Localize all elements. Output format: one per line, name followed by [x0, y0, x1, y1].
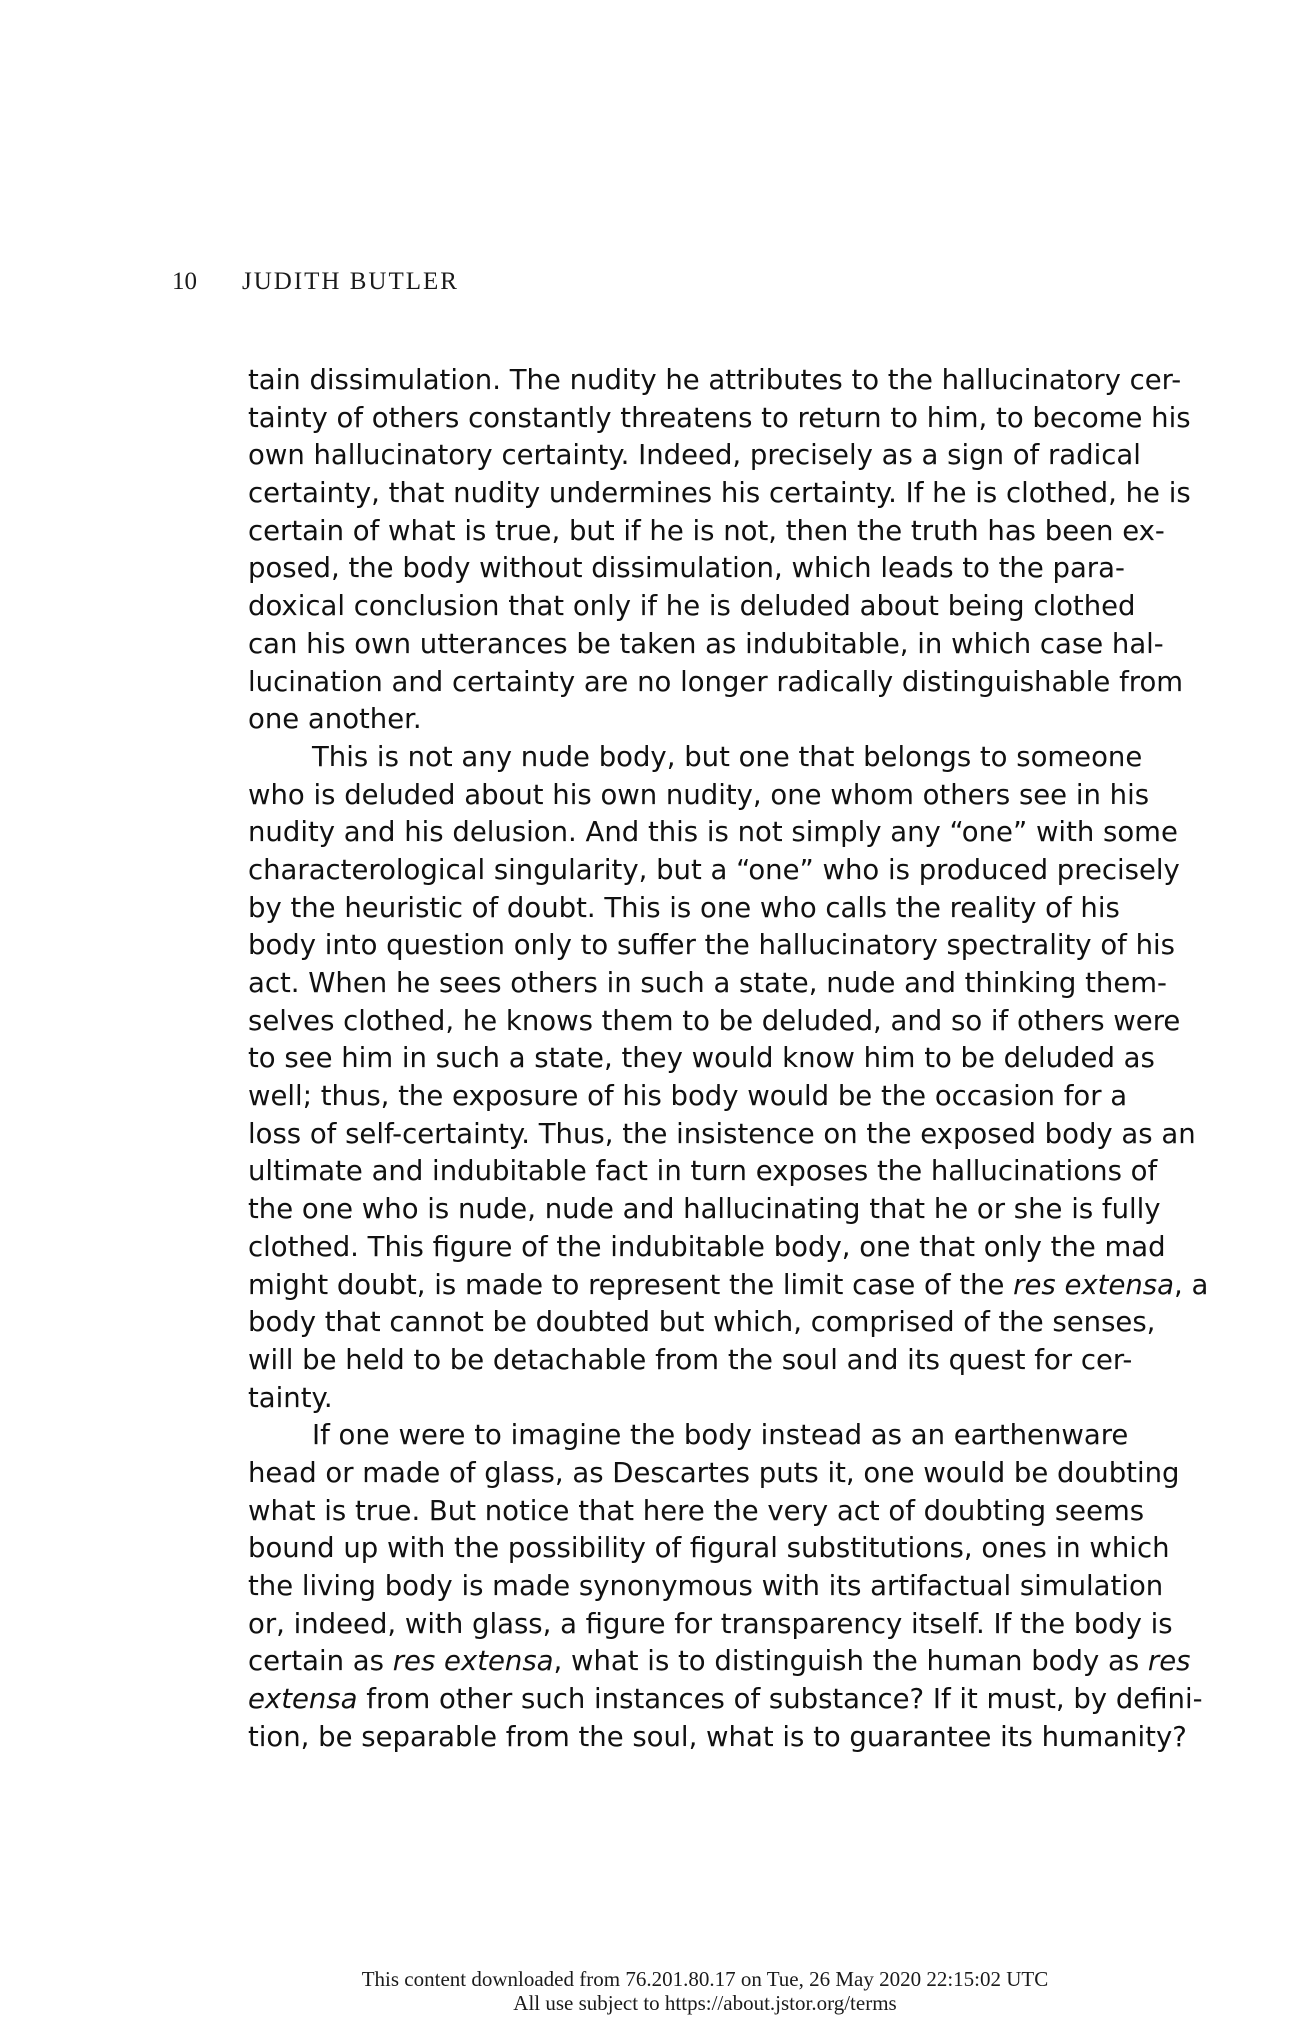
text-line: the one who is nude, nude and hallucinating that he or she is fully [248, 1193, 1161, 1226]
text-line: body into question only to suffer the hallucinatory spectrality of his [248, 929, 1175, 962]
text-line: will be held to be detachable from the soul and its quest for cer- [248, 1343, 1133, 1376]
text-line: ultimate and indubitable fact in turn exposes the hallucinations of [248, 1155, 1158, 1188]
paragraph [248, 739, 1209, 1417]
text-line: characterological singularity, but a “one” who is produced precisely [248, 853, 1180, 886]
paragraph [248, 362, 1191, 739]
text-line: what is true. But notice that here the very act of doubting seems [248, 1494, 1145, 1527]
text-line: certain as res extensa, what is to distinguish the human body as res [248, 1645, 1191, 1678]
text-line: posed, the body without dissimulation, which leads to the para- [248, 552, 1125, 585]
text-line: loss of self-certainty. Thus, the insistence on the exposed body as an [248, 1117, 1196, 1150]
text-line: This is not any nude body, but one that belongs to someone [312, 740, 1143, 773]
text-line: own hallucinatory certainty. Indeed, precisely as a sign of radical [248, 439, 1141, 472]
text-line: might doubt, is made to represent the limit case of the res extensa, a [248, 1268, 1209, 1301]
text-line: selves clothed, he knows them to be deluded, and so if others were [248, 1004, 1181, 1037]
text-line: the living body is made synonymous with its artifactual simulation [248, 1570, 1164, 1602]
text-line: head or made of glass, as Descartes puts it, one would be doubting [248, 1456, 1180, 1489]
text-line: tainty of others constantly threatens to return to him, to become his [248, 401, 1191, 434]
text-line: lucination and certainty are no longer radically distinguishable from [248, 665, 1184, 698]
text-line: one another. [248, 703, 422, 736]
body-text [248, 362, 1209, 1756]
jstor-download-notice [0, 1967, 1300, 2015]
running-head [172, 268, 459, 296]
text-line: doxical conclusion that only if he is deluded about being clothed [248, 590, 1136, 623]
text-line: or, indeed, with glass, a figure for transparency itself. If the body is [248, 1607, 1173, 1640]
text-line: who is deluded about his own nudity, one whom others see in his [248, 778, 1150, 811]
text-line: well; thus, the exposure of his body would be the occasion for a [248, 1080, 1128, 1113]
page-number: 10 [172, 268, 197, 295]
paragraph [248, 1417, 1203, 1756]
text-line: certainty, that nudity undermines his certainty. If he is clothed, he is [248, 477, 1191, 510]
text-line: extensa from other such instances of substance? If it must, by defini- [248, 1683, 1203, 1716]
text-line: act. When he sees others in such a state, nude and thinking them- [248, 967, 1167, 999]
text-line: nudity and his delusion. And this is not simply any “one” with some [248, 816, 1178, 849]
text-line: certain of what is true, but if he is not, then the truth has been ex- [248, 514, 1165, 547]
text-line: tainty. [248, 1381, 333, 1414]
text-line: can his own utterances be taken as indubitable, in which case hal- [248, 627, 1164, 660]
text-line: If one were to imagine the body instead as an earthenware [312, 1419, 1129, 1452]
text-line: tain dissimulation. The nudity he attributes to the hallucinatory cer- [248, 364, 1182, 396]
text-line: body that cannot be doubted but which, comprised of the senses, [248, 1306, 1156, 1339]
download-info: This content downloaded from 76.201.80.17 on Tue, 26 May 2020 22:15:02 UTC [361, 1967, 1049, 1991]
text-line: by the heuristic of doubt. This is one who calls the reality of his [248, 891, 1120, 924]
text-line: bound up with the possibility of figural substitutions, ones in which [248, 1532, 1170, 1565]
text-line: to see him in such a state, they would know him to be deluded as [248, 1042, 1155, 1075]
running-head-author: JUDITH BUTLER [242, 268, 459, 295]
terms-notice: All use subject to https://about.jstor.org/terms [513, 1991, 897, 2015]
text-line: clothed. This figure of the indubitable body, one that only the mad [248, 1230, 1166, 1263]
text-line: tion, be separable from the soul, what is to guarantee its humanity? [248, 1720, 1187, 1753]
